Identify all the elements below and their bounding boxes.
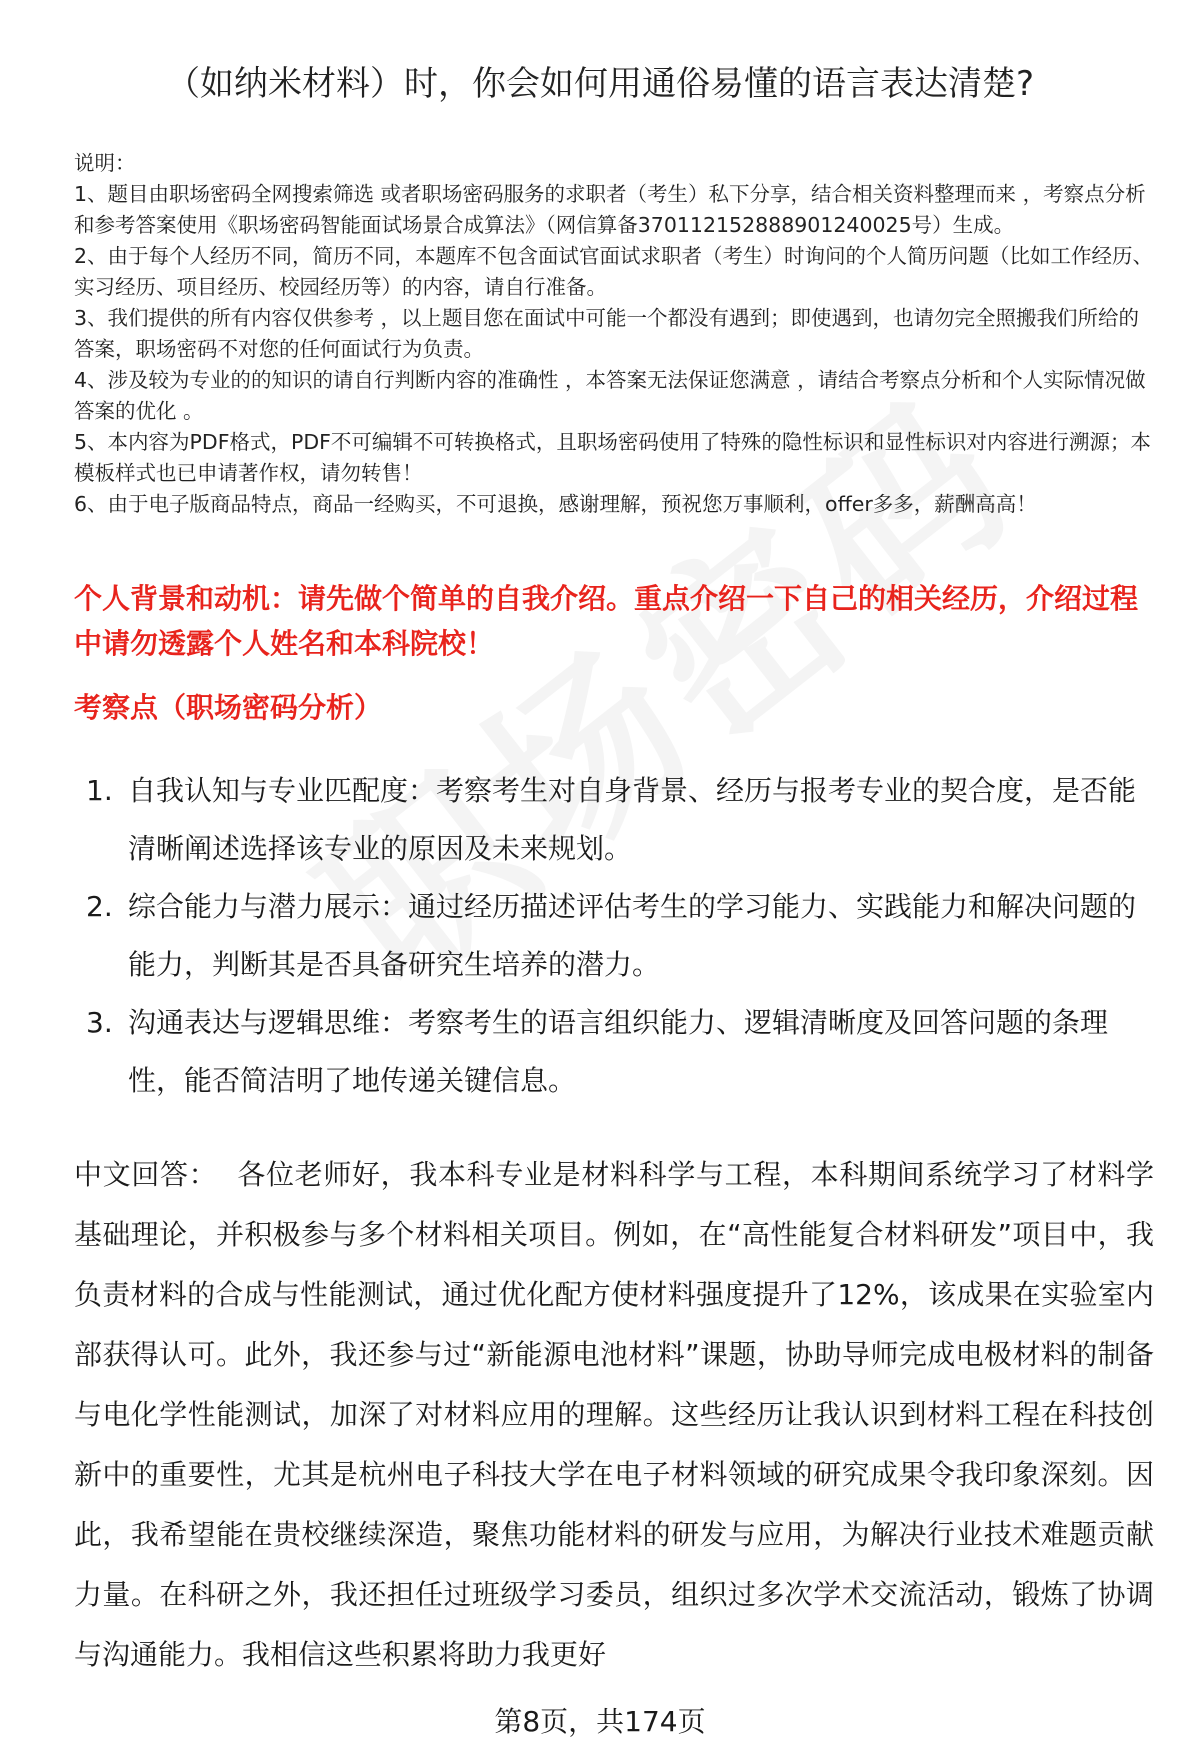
notes-item: 4、涉及较为专业的的知识的请自行判断内容的准确性 ，本答案无法保证您满意 ，请结合考察点分析和个人实际情况做答案的优化 。 bbox=[74, 368, 1146, 423]
notes-item: 6、由于电子版商品特点，商品一经购买，不可退换，感谢理解，预祝您万事顺利，offer多多，薪酬高高！ bbox=[74, 492, 1037, 516]
point-number: 1. bbox=[86, 774, 113, 807]
point-number: 2. bbox=[86, 890, 113, 923]
notes-item: 5、本内容为PDF格式，PDF不可编辑不可转换格式，且职场密码使用了特殊的隐性标识和显性标识对内容进行溯源；本模板样式也已申请著作权，请勿转售！ bbox=[74, 430, 1151, 485]
answer-label: 中文回答： bbox=[74, 1158, 218, 1191]
notes-item: 2、由于每个人经历不同，简历不同，本题库不包含面试官面试求职者（考生）时询问的个人简历问题（比如工作经历、实习经历、项目经历、校园经历等）的内容，请自行准备。 bbox=[74, 244, 1154, 299]
notes-heading: 说明： bbox=[74, 151, 136, 175]
notes-item: 3、我们提供的所有内容仅供参考 ，以上题目您在面试中可能一个都没有遇到；即使遇到，也请勿完全照搬我们所给的答案，职场密码不对您的任何面试行为负责。 bbox=[74, 306, 1140, 361]
notes-item: 1、题目由职场密码全网搜索筛选 或者职场密码服务的求职者（考生）私下分享，结合相关资料整理而来 ，考察点分析和参考答案使用《职场密码智能面试场景合成算法》（网信算备370112152888901240025号）生成。 bbox=[74, 182, 1146, 237]
answer-paragraph bbox=[74, 1145, 1154, 1685]
notes-section bbox=[74, 148, 1154, 520]
analysis-points-list bbox=[74, 762, 1154, 1110]
analysis-point bbox=[74, 762, 1154, 878]
question-heading: 个人背景和动机：请先做个简单的自我介绍。重点介绍一下自己的相关经历，介绍过程中请勿透露个人姓名和本科院校！ bbox=[74, 582, 1139, 660]
analysis-point bbox=[74, 878, 1154, 994]
page-title: （如纳米材料）时，你会如何用通俗易懂的语言表达清楚? bbox=[165, 64, 1035, 104]
analysis-point bbox=[74, 994, 1154, 1110]
page-footer: 第8页，共174页 bbox=[494, 1705, 706, 1738]
point-number: 3. bbox=[86, 1006, 113, 1039]
point-text: 沟通表达与逻辑思维：考察考生的语言组织能力、逻辑清晰度及回答问题的条理性，能否简洁明了地传递关键信息。 bbox=[128, 1006, 1109, 1097]
point-text: 综合能力与潜力展示：通过经历描述评估考生的学习能力、实践能力和解决问题的能力，判断其是否具备研究生培养的潜力。 bbox=[128, 890, 1137, 981]
answer-text: 各位老师好，我本科专业是材料科学与工程，本科期间系统学习了材料学基础理论，并积极参与多个材料相关项目。例如，在“高性能复合材料研发”项目中，我负责材料的合成与性能测试，通过优化配方使材料强度提升了12%，该成果在实验室内部获得认可。此外，我还参与过“新能源电池材料”课题，协助导师完成电极材料的制备与电化学性能测试，加深了对材料应用的理解。这些经历让我认识到材料工程在科技创新中的重要性，尤其是杭州电子科技大学在电子材料领域的研究成果令我印象深刻。因此，我希望能在贵校继续深造，聚焦功能材料的研发与应用，为解决行业技术难题贡献力量。在科研之外，我还担任过班级学习委员，组织过多次学术交流活动，锻炼了协调与沟通能力。我相信这些积累将助力我更好 bbox=[74, 1158, 1154, 1671]
point-text: 自我认知与专业匹配度：考察考生对自身背景、经历与报考专业的契合度，是否能清晰阐述选择该专业的原因及未来规划。 bbox=[128, 774, 1137, 865]
analysis-heading: 考察点（职场密码分析） bbox=[74, 691, 383, 724]
